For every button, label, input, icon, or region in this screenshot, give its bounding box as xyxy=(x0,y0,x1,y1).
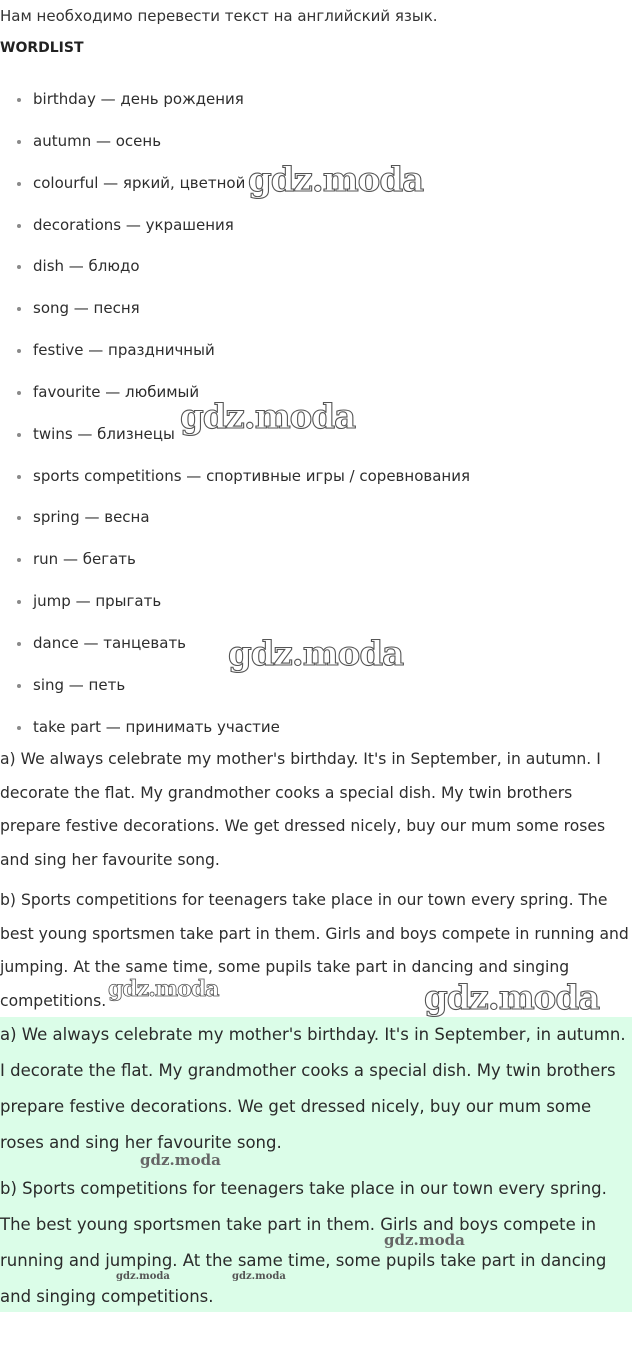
intro-text: Нам необходимо перевести текст на английский язык. xyxy=(0,7,438,25)
wordlist-title: WORDLIST xyxy=(0,40,84,56)
wordlist-item: dish — блюдо xyxy=(0,246,632,288)
wordlist-item: colourful — яркий, цветной xyxy=(0,163,632,205)
wordlist-item: decorations — украшения xyxy=(0,205,632,247)
watermark: gdz.moda xyxy=(228,634,404,674)
highlighted-answer-b: b) Sports competitions for teenagers take place in our town every spring. The best young sportsmen take part in them. Girls and boys compete in running and jumping. At the same time, some pupils take part in dancing and singing competitions. xyxy=(0,1179,607,1306)
wordlist-item: run — бегать xyxy=(0,539,632,581)
wordlist-item: dance — танцевать xyxy=(0,623,632,665)
answer-b: b) Sports competitions for teenagers take place in our town every spring. The best young sportsmen take part in them. Girls and boys compete in running and jumping. At the same time, some pupils take part in dancing and singing competitions. xyxy=(0,891,629,1010)
wordlist-item: spring — весна xyxy=(0,497,632,539)
watermark: gdz.moda xyxy=(180,397,356,437)
wordlist-item: song — песня xyxy=(0,288,632,330)
answer-a: a) We always celebrate my mother's birthday. It's in September, in autumn. I decorate the flat. My grandmother cooks a special dish. My twin brothers prepare festive decorations. We get dressed nicely, buy our mum some roses and sing her favourite song. xyxy=(0,750,606,869)
watermark: gdz.moda xyxy=(384,1231,465,1249)
wordlist-item: autumn — осень xyxy=(0,121,632,163)
highlighted-answer-a: a) We always celebrate my mother's birthday. It's in September, in autumn. I decorate the flat. My grandmother cooks a special dish. My twin brothers prepare festive decorations. We get dressed nicely, buy our mum some roses and sing her favourite song. xyxy=(0,1025,626,1152)
watermark: gdz.moda xyxy=(248,160,424,200)
watermark: gdz.moda xyxy=(140,1151,221,1169)
wordlist-item: festive — праздничный xyxy=(0,330,632,372)
wordlist-item: sports competitions — спортивные игры / соревнования xyxy=(0,456,632,498)
watermark: gdz.moda xyxy=(116,1271,170,1282)
wordlist-item: twins — близнецы xyxy=(0,414,632,456)
watermark: gdz.moda xyxy=(108,976,219,1002)
wordlist-item: jump — прыгать xyxy=(0,581,632,623)
watermark: gdz.moda xyxy=(232,1271,286,1282)
wordlist-item: sing — петь xyxy=(0,665,632,707)
wordlist-item: birthday — день рождения xyxy=(0,79,632,121)
wordlist-item: take part — принимать участие xyxy=(0,707,632,749)
wordlist-item: favourite — любимый xyxy=(0,372,632,414)
watermark: gdz.moda xyxy=(424,978,600,1018)
highlighted-answer-box xyxy=(0,1017,632,1312)
